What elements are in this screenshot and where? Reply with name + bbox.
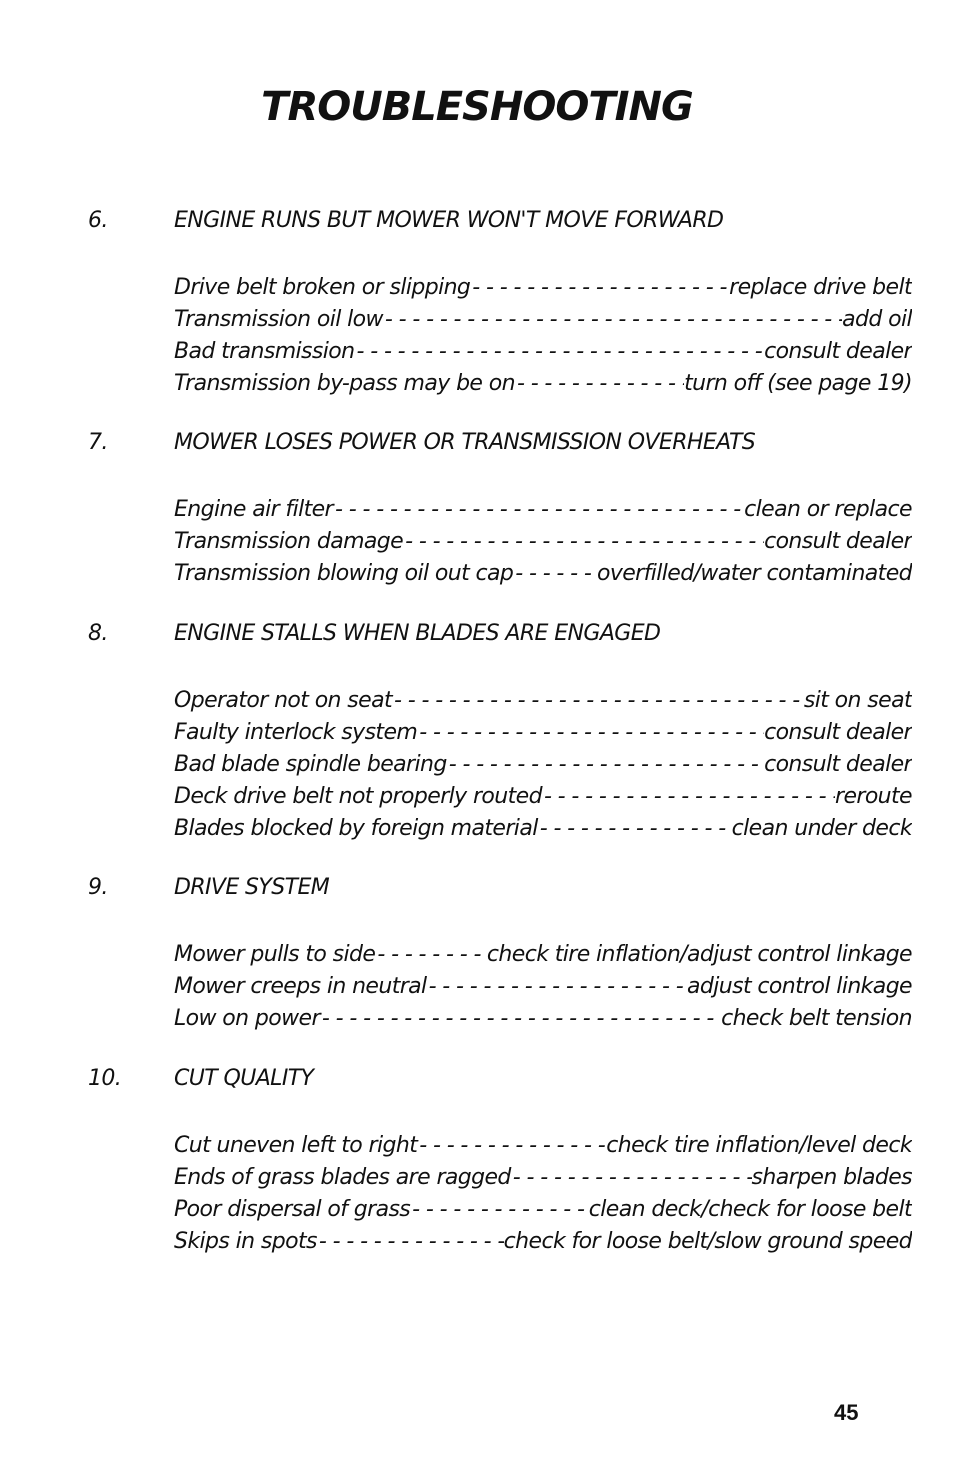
dot-leader xyxy=(375,939,487,971)
issue-text: Poor dispersal of grass xyxy=(174,1197,411,1222)
list-item xyxy=(174,1003,912,1035)
issue-text: Mower pulls to side xyxy=(174,942,376,967)
issue-text: Engine air filter xyxy=(174,497,334,522)
item-list xyxy=(174,1130,912,1258)
dot-leader xyxy=(417,1130,606,1162)
section-heading xyxy=(0,208,954,240)
fix-text: sharpen blades xyxy=(751,1165,912,1190)
issue-text: Faulty interlock system xyxy=(174,720,418,745)
fix-text: check belt tension xyxy=(721,1006,912,1031)
fix-text: turn off (see page 19) xyxy=(684,371,912,396)
issue-text: Transmission oil low xyxy=(174,307,383,332)
section-title: MOWER LOSES POWER OR TRANSMISSION OVERHEATS xyxy=(174,430,756,455)
issue-text: Deck drive belt not properly routed xyxy=(174,784,542,809)
list-item xyxy=(174,749,912,781)
dot-leader xyxy=(427,971,687,1003)
dot-leader xyxy=(320,1003,721,1035)
section-8 xyxy=(0,621,954,841)
dot-leader xyxy=(417,717,764,749)
issue-text: Bad blade spindle bearing xyxy=(174,752,447,777)
section-heading xyxy=(0,875,954,907)
list-item xyxy=(174,1130,912,1162)
section-number: 6. xyxy=(88,208,108,233)
list-item xyxy=(174,336,912,368)
issue-text: Blades blocked by foreign material xyxy=(174,816,538,841)
fix-text: check for loose belt/slow ground speed xyxy=(503,1229,912,1254)
fix-text: consult dealer xyxy=(764,339,912,364)
section-title: ENGINE RUNS BUT MOWER WON'T MOVE FORWARD xyxy=(174,208,724,233)
section-heading xyxy=(0,430,954,462)
section-number: 7. xyxy=(88,430,108,455)
fix-text: consult dealer xyxy=(764,529,912,554)
item-list xyxy=(174,272,912,400)
fix-text: check tire inflation/adjust control linkage xyxy=(486,942,912,967)
list-item xyxy=(174,558,912,590)
section-title: ENGINE STALLS WHEN BLADES ARE ENGAGED xyxy=(174,621,661,646)
dot-leader xyxy=(333,494,744,526)
list-item xyxy=(174,368,912,400)
section-6 xyxy=(0,208,954,396)
dot-leader xyxy=(403,526,764,558)
list-item xyxy=(174,272,912,304)
item-list xyxy=(174,939,912,1035)
fix-text: check tire inflation/level deck xyxy=(606,1133,912,1158)
section-number: 8. xyxy=(88,621,108,646)
dot-leader xyxy=(317,1226,504,1258)
list-item xyxy=(174,1226,912,1258)
dot-leader xyxy=(542,781,835,813)
fix-text: clean deck/check for loose belt xyxy=(588,1197,912,1222)
section-title: CUT QUALITY xyxy=(174,1066,314,1091)
list-item xyxy=(174,526,912,558)
section-10 xyxy=(0,1066,954,1254)
item-list xyxy=(174,685,912,845)
dot-leader xyxy=(410,1194,589,1226)
section-number: 10. xyxy=(88,1066,122,1091)
issue-text: Mower creeps in neutral xyxy=(174,974,427,999)
dot-leader xyxy=(447,749,764,781)
section-heading xyxy=(0,1066,954,1098)
fix-text: add oil xyxy=(842,307,912,332)
list-item xyxy=(174,1194,912,1226)
section-heading xyxy=(0,621,954,653)
dot-leader xyxy=(511,1162,752,1194)
list-item xyxy=(174,813,912,845)
fix-text: clean or replace xyxy=(744,497,912,522)
issue-text: Drive belt broken or slipping xyxy=(174,275,471,300)
issue-text: Ends of grass blades are ragged xyxy=(174,1165,511,1190)
section-9 xyxy=(0,875,954,1031)
issue-text: Transmission damage xyxy=(174,529,404,554)
list-item xyxy=(174,494,912,526)
item-list xyxy=(174,494,912,590)
section-title: DRIVE SYSTEM xyxy=(174,875,330,900)
list-item xyxy=(174,685,912,717)
list-item xyxy=(174,971,912,1003)
issue-text: Transmission blowing oil out cap xyxy=(174,561,514,586)
issue-text: Skips in spots xyxy=(174,1229,317,1254)
dot-leader xyxy=(513,558,597,590)
dot-leader xyxy=(383,304,842,336)
page-title: TROUBLESHOOTING xyxy=(261,84,693,130)
fix-text: reroute xyxy=(835,784,912,809)
list-item xyxy=(174,781,912,813)
fix-text: adjust control linkage xyxy=(686,974,912,999)
section-7 xyxy=(0,430,954,586)
fix-text: consult dealer xyxy=(764,752,912,777)
dot-leader xyxy=(354,336,764,368)
list-item xyxy=(174,717,912,749)
issue-text: Transmission by-pass may be on xyxy=(174,371,515,396)
fix-text: sit on seat xyxy=(803,688,912,713)
dot-leader xyxy=(470,272,729,304)
dot-leader xyxy=(515,368,684,400)
issue-text: Bad transmission xyxy=(174,339,355,364)
dot-leader xyxy=(392,685,804,717)
dot-leader xyxy=(538,813,732,845)
issue-text: Low on power xyxy=(174,1006,320,1031)
fix-text: replace drive belt xyxy=(729,275,912,300)
list-item xyxy=(174,939,912,971)
fix-text: overfilled/water contaminated xyxy=(596,561,912,586)
list-item xyxy=(174,304,912,336)
fix-text: clean under deck xyxy=(731,816,912,841)
fix-text: consult dealer xyxy=(764,720,912,745)
list-item xyxy=(174,1162,912,1194)
section-number: 9. xyxy=(88,875,108,900)
issue-text: Operator not on seat xyxy=(174,688,392,713)
page-number: 45 xyxy=(834,1400,859,1425)
issue-text: Cut uneven left to right xyxy=(174,1133,418,1158)
